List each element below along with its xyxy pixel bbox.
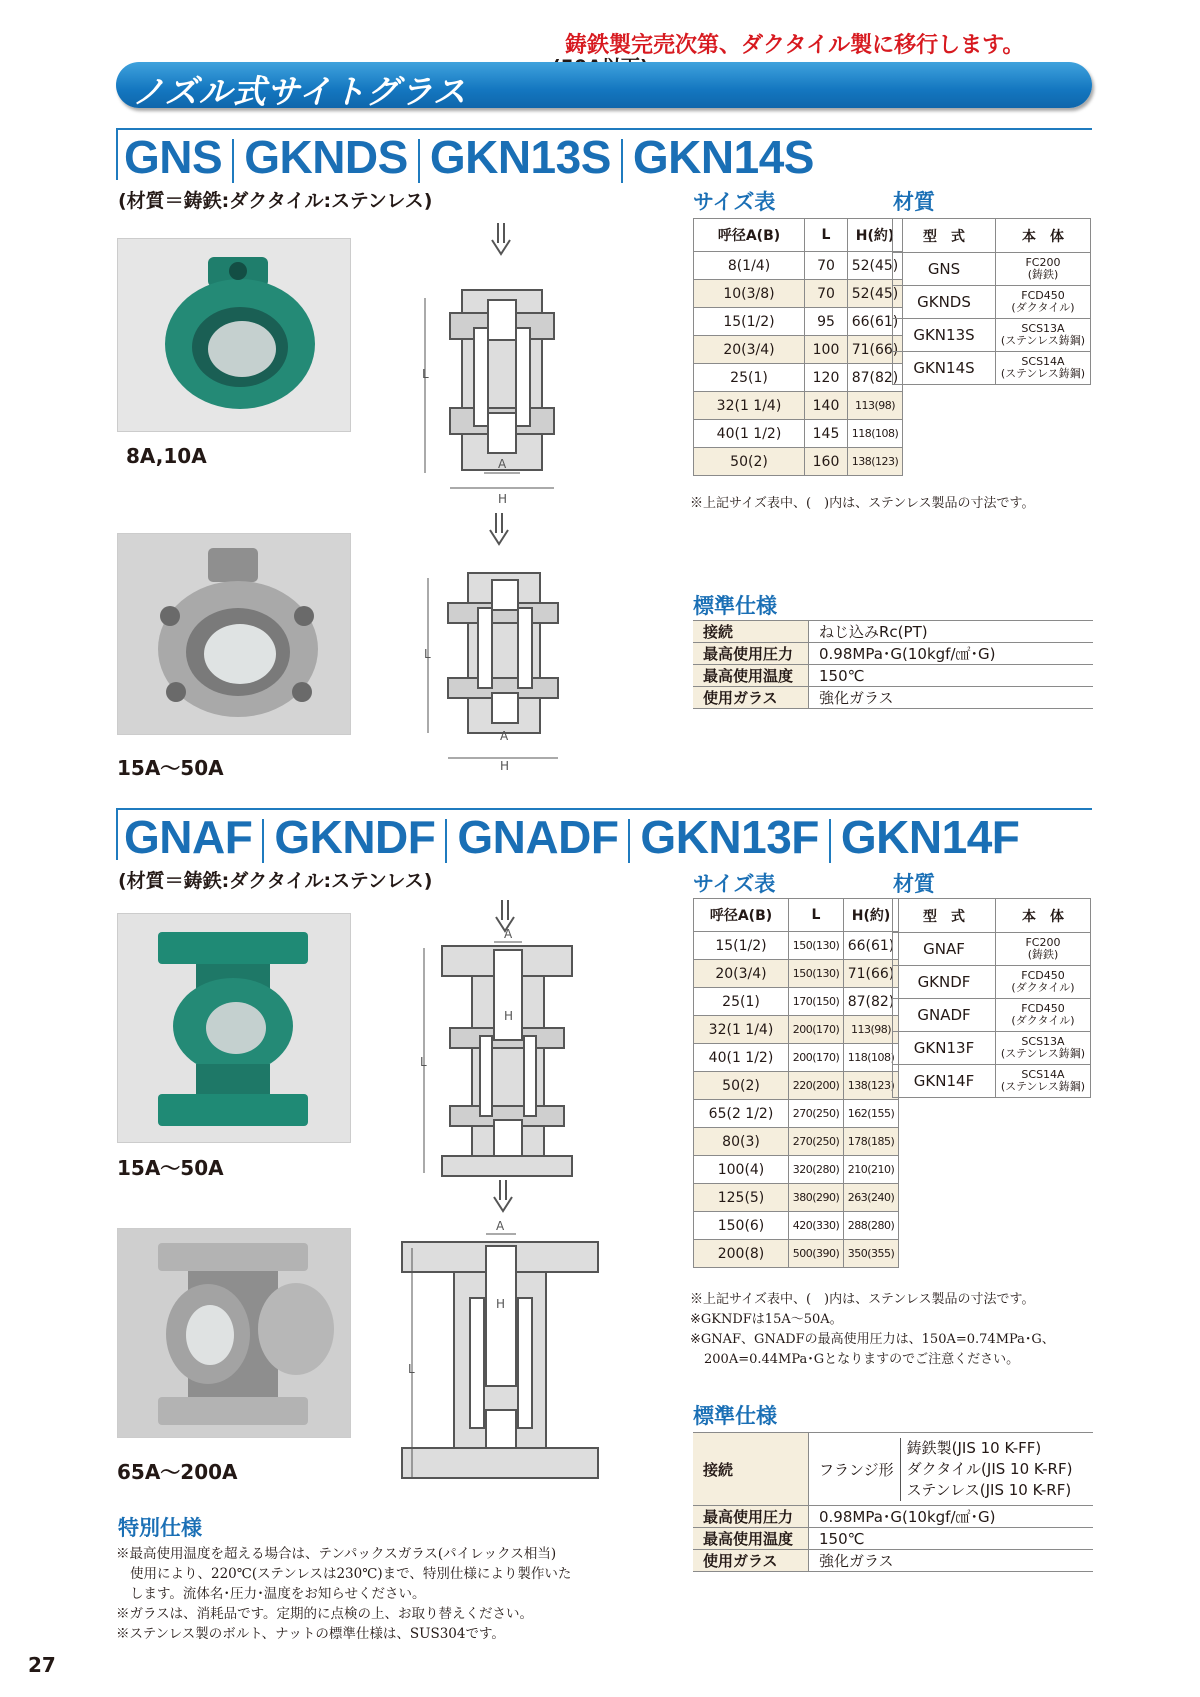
model-name: GKN14F xyxy=(840,811,1020,863)
table-row: GKN14S SCS14A (ステンレス鋳鋼) xyxy=(893,352,1091,385)
table-row: 125(5) 380(290) 263(240) xyxy=(694,1184,899,1212)
table-row: GKN13S SCS13A (ステンレス鋳鋼) xyxy=(893,319,1091,352)
size-note: ※上記サイズ表中、( )内は、ステンレス製品の寸法です。 xyxy=(690,496,1035,511)
page-title-bar xyxy=(116,62,1092,111)
table-row: 25(1) 120 87(82) xyxy=(694,364,903,392)
table-row: GKNDF FCD450 (ダクタイル) xyxy=(893,966,1091,999)
col-header: 呼径A(B) xyxy=(694,899,789,932)
table-row: GNADF FCD450 (ダクタイル) xyxy=(893,999,1091,1032)
section1-rule xyxy=(116,128,1092,130)
table-row: GKN14F SCS14A (ステンレス鋳鋼) xyxy=(893,1065,1091,1098)
size-table xyxy=(693,898,899,1268)
flanged-sight-glass-stainless-image xyxy=(118,1229,350,1437)
photo-caption: 8A,10A xyxy=(126,444,207,468)
table-row: GKNDS FCD450 (ダクタイル) xyxy=(893,286,1091,319)
flange-type: フランジ形 xyxy=(819,1460,894,1479)
table-row: 接続 ねじ込みRc(PT) xyxy=(693,621,1093,643)
flanged-sight-glass-green-image xyxy=(118,914,350,1142)
product-photo-gnaf-large xyxy=(117,1228,351,1438)
table-row: 150(6) 420(330) 288(280) xyxy=(694,1212,899,1240)
dim-label-a: A xyxy=(504,927,513,941)
dim-label-h: H xyxy=(500,759,510,773)
col-header: 型 式 xyxy=(893,899,996,933)
col-header: L xyxy=(789,899,844,932)
product-photo-gns-small xyxy=(117,238,351,432)
table-row: GNS FC200 (鋳鉄) xyxy=(893,253,1091,286)
product-photo-gnaf-small xyxy=(117,913,351,1143)
dim-label-a: A xyxy=(500,729,509,743)
cross-section-drawing-small xyxy=(420,218,590,508)
table-row: 25(1) 170(150) 87(82) xyxy=(694,988,899,1016)
dim-label-h: H xyxy=(496,1297,506,1311)
size-table-heading: サイズ表 xyxy=(693,190,776,214)
special-spec-heading: 特別仕様 xyxy=(118,1516,202,1540)
page-title: ノズル式サイトグラス xyxy=(132,72,467,111)
table-row: 65(2 1/2) 270(250) 162(155) xyxy=(694,1100,899,1128)
section1-models xyxy=(118,132,820,183)
product-photo-gns-large xyxy=(117,533,351,735)
material-table-heading: 材質 xyxy=(893,190,935,214)
col-header: 本 体 xyxy=(996,219,1091,253)
table-row: 15(1/2) 95 66(61) xyxy=(694,308,903,336)
table-row: 20(3/4) 150(130) 71(66) xyxy=(694,960,899,988)
col-header: 型 式 xyxy=(893,219,996,253)
table-row: 32(1 1/4) 200(170) 113(98) xyxy=(694,1016,899,1044)
model-name: GKN13S xyxy=(429,131,611,183)
spec-table xyxy=(693,1432,1093,1572)
material-table xyxy=(892,898,1091,1098)
table-row: 50(2) 160 138(123) xyxy=(694,448,903,476)
table-row: 20(3/4) 100 71(66) xyxy=(694,336,903,364)
table-row: 50(2) 220(200) 138(123) xyxy=(694,1072,899,1100)
model-name: GKN13F xyxy=(640,811,819,863)
table-row: 80(3) 270(250) 178(185) xyxy=(694,1128,899,1156)
col-header: L xyxy=(805,219,848,252)
spec-table xyxy=(693,620,1093,709)
col-header: H(約) xyxy=(848,219,903,252)
sight-glass-stainless-image xyxy=(118,534,350,734)
cross-section-drawing-flanged-large xyxy=(400,1178,600,1483)
dim-label-l: L xyxy=(408,1362,415,1376)
table-row: 8(1/4) 70 52(45) xyxy=(694,252,903,280)
table-row: 32(1 1/4) 140 113(98) xyxy=(694,392,903,420)
page-number: 27 xyxy=(28,1653,56,1677)
spec-heading: 標準仕様 xyxy=(693,1404,777,1428)
col-header: 呼径A(B) xyxy=(694,219,805,252)
dim-label-h: H xyxy=(504,1009,514,1023)
table-row: 最高使用温度 150℃ xyxy=(693,665,1093,687)
section1-material: (材質＝鋳鉄:ダクタイル:ステンレス) xyxy=(118,190,433,212)
table-row: 40(1 1/2) 145 118(108) xyxy=(694,420,903,448)
table-row: 最高使用圧力 0.98MPa･G(10kgf/㎠･G) xyxy=(693,643,1093,665)
table-row: 15(1/2) 150(130) 66(61) xyxy=(694,932,899,960)
section2-rule xyxy=(116,808,1092,810)
flow-arrow-icon xyxy=(494,1180,512,1211)
table-row: GNAF FC200 (鋳鉄) xyxy=(893,933,1091,966)
size-table xyxy=(693,218,903,476)
dim-label-h: H xyxy=(498,492,508,506)
cross-section-drawing-large xyxy=(420,508,590,780)
col-header: H(約) xyxy=(844,899,899,932)
table-row: 最高使用温度 150℃ xyxy=(693,1528,1093,1550)
dim-label-l: L xyxy=(424,647,431,661)
dim-label-a: A xyxy=(498,457,507,471)
table-row: 10(3/8) 70 52(45) xyxy=(694,280,903,308)
col-header: 本 体 xyxy=(996,899,1091,933)
photo-caption: 15A～50A xyxy=(117,756,224,780)
notice-line-1: 鋳鉄製完売次第、ダクタイル製に移行します。 xyxy=(565,33,1025,58)
dim-label-l: L xyxy=(422,367,429,381)
table-row: 100(4) 320(280) 210(210) xyxy=(694,1156,899,1184)
spec-heading: 標準仕様 xyxy=(693,594,777,618)
section2-material: (材質＝鋳鉄:ダクタイル:ステンレス) xyxy=(118,870,433,892)
table-row: 使用ガラス 強化ガラス xyxy=(693,687,1093,709)
model-name: GNS xyxy=(124,131,223,183)
flange-options: 鋳鉄製(JIS 10 K-FF) ダクタイル(JIS 10 K-RF) ステンレス(JIS 10 K-RF) xyxy=(900,1438,1073,1501)
size-notes: ※上記サイズ表中、( )内は、ステンレス製品の寸法です。 ※GKNDFは15A～50A。 ※GNAF、GNADFの最高使用圧力は、150A=0.74MPa･G、 200A=0.44MPa･Gとなりますのでご注意ください。 xyxy=(690,1292,1055,1367)
table-row: GKN13F SCS13A (ステンレス鋳鋼) xyxy=(893,1032,1091,1065)
dim-label-l: L xyxy=(420,1055,427,1069)
table-row: 使用ガラス 強化ガラス xyxy=(693,1550,1093,1572)
flow-arrow-icon xyxy=(490,513,508,544)
special-spec-notes: ※最高使用温度を超える場合は、テンパックスガラス(パイレックス相当) 使用により、220℃(ステンレスは230℃)まで、特別仕様により製作いた します。流体名･圧力･温度をお知らせください。 ※ガラスは、消耗品です。定期的に点検の上、お取り替えください。 ※ステンレス製のボルト、ナットの標準仕様は、SUS304です。 xyxy=(116,1546,572,1642)
size-table-heading: サイズ表 xyxy=(693,872,776,896)
photo-caption: 65A～200A xyxy=(117,1460,238,1484)
model-name: GKNDS xyxy=(244,131,408,183)
cross-section-drawing-flanged-small xyxy=(420,898,600,1178)
model-name: GNADF xyxy=(457,811,619,863)
material-table xyxy=(892,218,1091,385)
model-name: GNAF xyxy=(124,811,253,863)
material-table-heading: 材質 xyxy=(893,872,935,896)
model-name: GKN14S xyxy=(632,131,814,183)
table-row: 200(8) 500(390) 350(355) xyxy=(694,1240,899,1268)
section2-models xyxy=(118,812,1025,863)
table-row: 最高使用圧力 0.98MPa･G(10kgf/㎠･G) xyxy=(693,1506,1093,1528)
model-name: GKNDF xyxy=(274,811,436,863)
table-row: 40(1 1/2) 200(170) 118(108) xyxy=(694,1044,899,1072)
sight-glass-green-image xyxy=(118,239,350,431)
table-row: 接続 フランジ形 鋳鉄製(JIS 10 K-FF) ダクタイル(JIS 10 K-RF) ステンレス(JIS 10 K-RF) xyxy=(693,1433,1093,1506)
photo-caption: 15A～50A xyxy=(117,1156,224,1180)
dim-label-a: A xyxy=(496,1219,505,1233)
flow-arrow-icon xyxy=(492,223,510,254)
